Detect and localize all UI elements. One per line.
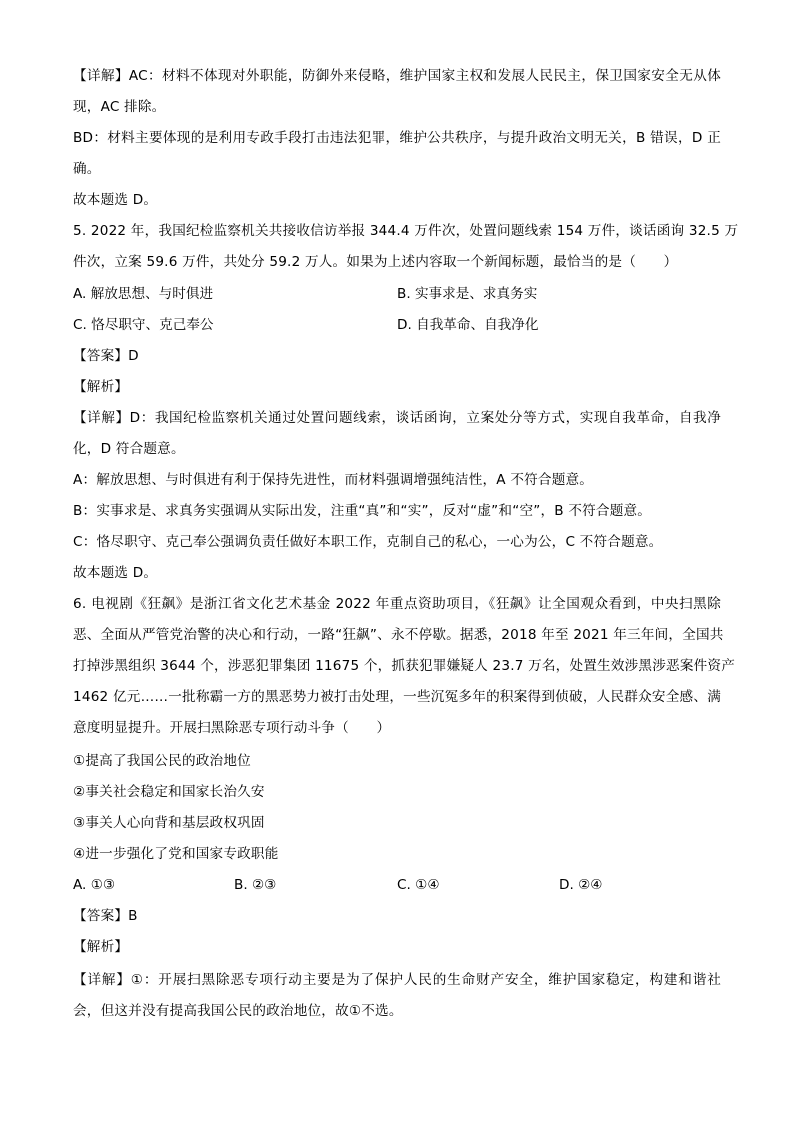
text-line: 【详解】AC：材料不体现对外职能，防御外来侵略，维护国家主权和发展人民民主，保卫国家安全无从体 [73,68,721,84]
q6-option-c: C. ①④ [397,877,440,893]
text-line: B：实事求是、求真务实强调从实际出发，注重“真”和“实”，反对“虚”和“空”，B 不符合题意。 [73,503,652,519]
text-line: C：恪尽职守、克己奉公强调负责任做好本职工作，克制自己的私心，一心为公，C 不符合题意。 [73,534,663,550]
statement-item: ③事关人心向背和基层政权巩固 [73,815,265,831]
q6-option-d: D. ②④ [559,877,603,893]
question-6-stem: 意度明显提升。开展扫黑除恶专项行动斗争（ ） [73,720,391,736]
text-line: 现，AC 排除。 [73,99,166,115]
text-line: 故本题选 D。 [73,565,158,581]
analysis-label: 【解析】 [73,379,129,395]
text-line: A：解放思想、与时俱进有利于保持先进性，而材料强调增强纯洁性，A 不符合题意。 [73,472,594,488]
text-line: BD：材料主要体现的是利用专政手段打击违法犯罪，维护公共秩序，与提升政治文明无关，B 错误，D 正 [73,130,721,146]
question-6-stem: 6. 电视剧《狂飙》是浙江省文化艺术基金 2022 年重点资助项目，《狂飙》让全国观众看到，中央扫黑除 [73,596,721,612]
text-line: 【详解】①：开展扫黑除恶专项行动主要是为了保护人民的生命财产安全，维护国家稳定，构建和谐社 [73,972,721,988]
q5-option-b: B. 实事求是、求真务实 [397,286,538,302]
answer-label: 【答案】B [73,908,138,924]
text-line: 【详解】D：我国纪检监察机关通过处置问题线索，谈话函询，立案处分等方式，实现自我革命，自我净 [73,410,721,426]
text-line: 故本题选 D。 [73,192,158,208]
text-line: 会，但这并没有提高我国公民的政治地位，故①不选。 [73,1003,403,1019]
question-5-stem: 件次，立案 59.6 万件，共处分 59.2 万人。如果为上述内容取一个新闻标题，最恰当的是（ ） [73,254,678,270]
question-6-stem: 打掉涉黑组织 3644 个，涉恶犯罪集团 11675 个，抓获犯罪嫌疑人 23.7 万名，处置生效涉黑涉恶案件资产 [73,658,735,674]
text-line: 确。 [73,161,101,177]
statement-item: ②事关社会稳定和国家长治久安 [73,784,265,800]
question-5-stem: 5. 2022 年，我国纪检监察机关共接收信访举报 344.4 万件次，处置问题线索 154 万件，谈话函询 32.5 万 [73,223,739,239]
statement-item: ④进一步强化了党和国家专政职能 [73,846,279,862]
q5-option-c: C. 恪尽职守、克己奉公 [73,317,214,333]
question-6-stem: 恶、全面从严管党治警的决心和行动，一路“狂飙”、永不停歇。据悉，2018 年至 2021 年三年间，全国共 [73,627,724,643]
q5-option-a: A. 解放思想、与时俱进 [73,286,214,302]
question-6-stem: 1462 亿元……一批称霸一方的黑恶势力被打击处理，一些沉冤多年的积案得到侦破，人民群众安全感、满 [73,689,721,705]
statement-item: ①提高了我国公民的政治地位 [73,753,251,769]
answer-label: 【答案】D [73,348,139,364]
analysis-label: 【解析】 [73,939,129,955]
q6-option-b: B. ②③ [234,877,277,893]
text-line: 化，D 符合题意。 [73,441,185,457]
q6-option-a: A. ①③ [73,877,116,893]
q5-option-d: D. 自我革命、自我净化 [397,317,539,333]
